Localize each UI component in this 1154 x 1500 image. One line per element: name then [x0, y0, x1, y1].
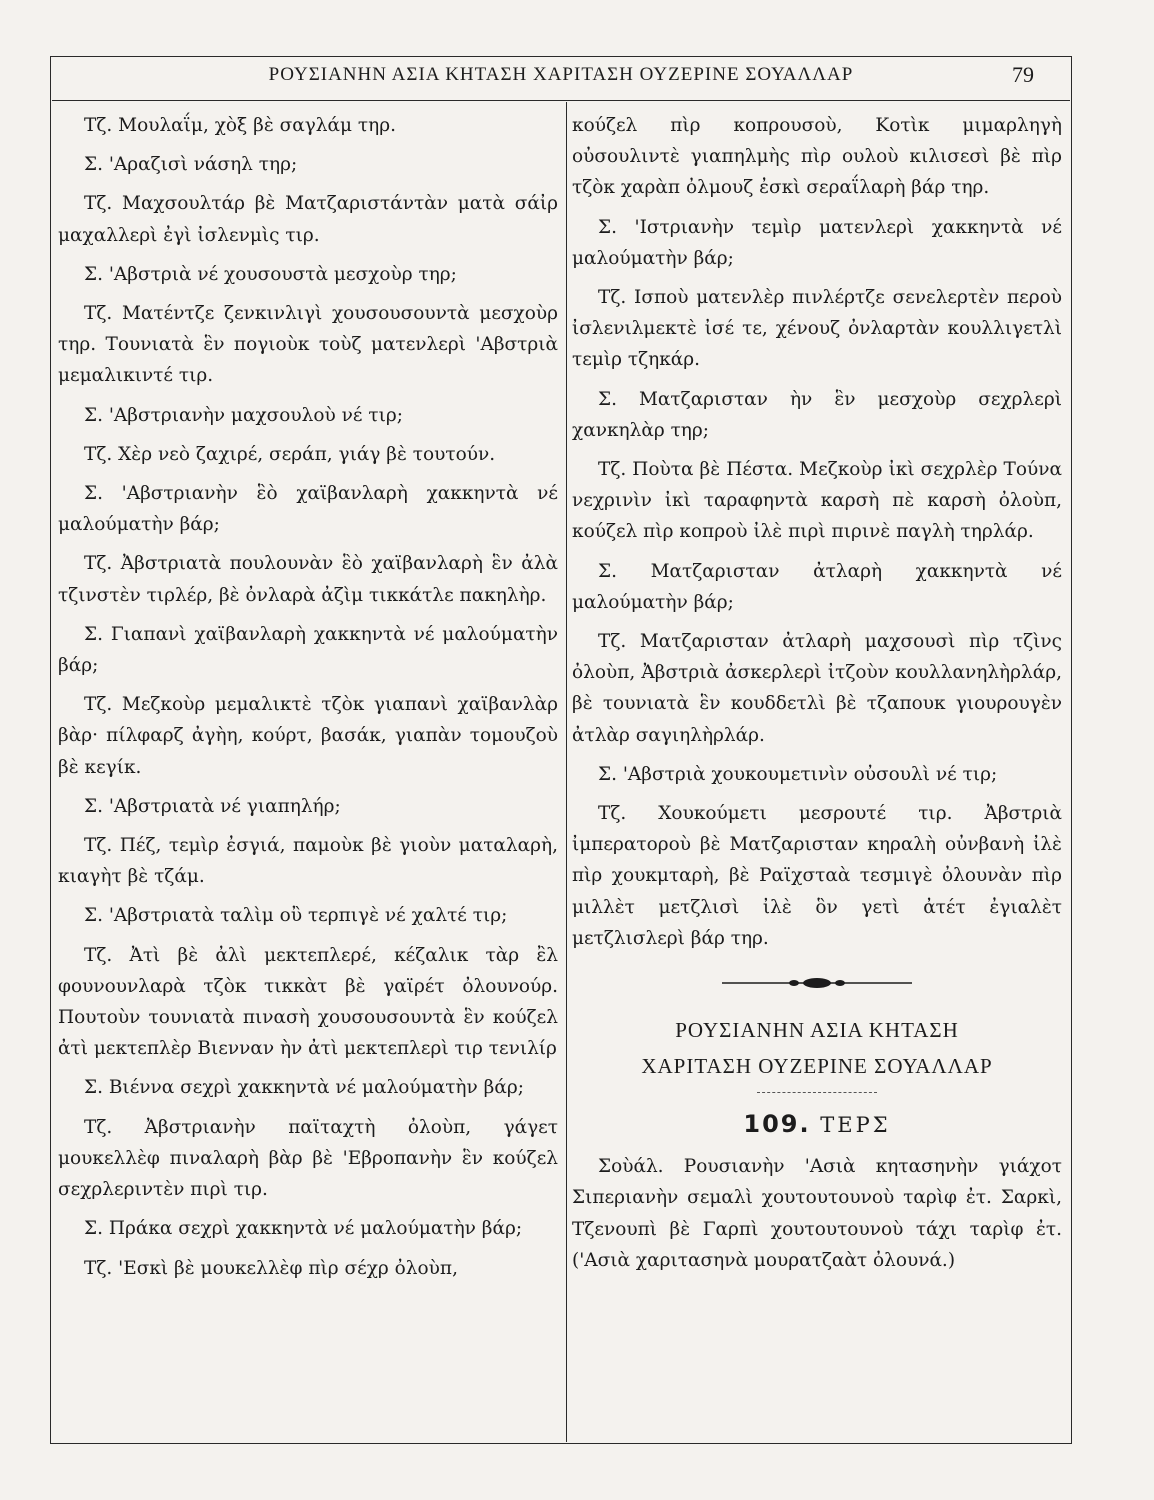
- paragraph: Σ. 'Ιστριανὴν τεμὶρ ματενλερὶ χακκηντὰ νέ μαλούματὴν βάρ;: [572, 216, 1062, 269]
- column-divider: [566, 102, 567, 1442]
- paragraph: Τζ. Μουλαΐμ, χὸξ βὲ σαγλάμ τηρ.: [84, 115, 397, 136]
- paragraph: Τζ. Ποὺτα βὲ Πέστα. Μεζκοὺρ ἰκὶ σεχρλὲρ Τούνα νεχρινὶν ἰκὶ ταραφηντὰ καρσὴ πὲ καρσὴ ὀλοὺπ, κούζελ πὶρ κοπροὺ ἰλὲ πιρὶ πιρινὲ παγλὴ τηρλάρ.: [572, 459, 1062, 543]
- right-column: [572, 110, 1062, 1284]
- paragraph: Τζ. Ἀβστριατὰ πουλουνὰν ἓὸ χαϊβανλαρὴ ἓν ἀλὰ τζινστὲν τιρλέρ, βὲ ὀνλαρὰ ἀζὶμ τικκάτλε πακηλὴρ.: [58, 553, 558, 606]
- paragraph: Σ. 'Αραζισὶ νάσηλ τηρ;: [84, 154, 298, 176]
- paragraph: Σ. Γιαπανὶ χαϊβανλαρὴ χακκηντὰ νέ μαλούματὴν βάρ;: [58, 623, 558, 677]
- paragraph: Τζ. Ματέντζε ζενκινλιγὶ χουσουσουντὰ μεσχοὺρ τηρ. Τουνιατὰ ἓν πογιοὺκ τοὺζ ματενλερὶ 'Αβστριὰ μεμαλικιντέ τιρ.: [58, 303, 558, 387]
- paragraph: Τζ. Χουκούμετι μεσρουτέ τιρ. Ἀβστριὰ ἰμπερατοροὺ βὲ Ματζαρισταν κηραλὴ οὐνβανὴ ἰλὲ πὶρ χουκμταρὴ, βὲ Ραϊχσταὰ τεσμιγὲ ὀλουνὰν πὶρ μιλλὲτ μετζλισὶ ἰλὲ ὃν γετὶ ἀτέτ ἐγιαλὲτ μετζλισλερὶ βάρ τηρ.: [572, 803, 1062, 949]
- paragraph: Τζ. 'Εσκὶ βὲ μουκελλὲφ πὶρ σέχρ ὀλοὺπ,: [84, 1257, 458, 1279]
- paragraph: Σ. 'Αβστριατὰ ταλὶμ οὒ τερπιγὲ νέ χαλτέ τιρ;: [84, 905, 508, 927]
- paragraph: Σ. 'Αβστριὰ νέ χουσουστὰ μεσχοὺρ τηρ;: [84, 263, 457, 285]
- paragraph: Τζ. Χὲρ νεὸ ζαχιρέ, σεράπ, γιάγ βὲ τουτούν.: [84, 443, 496, 465]
- paragraph: Σ. Πράκα σεχρὶ χακκηντὰ νέ μαλούματὴν βάρ;: [84, 1218, 523, 1240]
- paragraph: Τζ. Ματζαρισταν ἀτλαρὴ μαχσουσὶ πὶρ τζὶνς ὀλοὺπ, Ἀβστριὰ ἀσκερλερὶ ἰτζοὺν κουλλανηλὴρλάρ, βὲ τουνιατὰ ἓν κουδδετλὶ βὲ τζαπουκ γιουρουγὲν ἀτλὰρ σαγιηλὴρλάρ.: [572, 631, 1062, 746]
- paragraph: Τζ. Πέζ, τεμὶρ ἐσγιά, παμοὺκ βὲ γιοὺν ματαλαρὴ, κιαγὴτ βὲ τζάμ.: [58, 835, 558, 888]
- page-number: 79: [1012, 62, 1034, 87]
- paragraph: Σ. Βιέννα σεχρὶ χακκηντὰ νέ μαλούματὴν βάρ;: [84, 1077, 524, 1099]
- paragraph: Σ. Ματζαρισταν ὴν ἓν μεσχοὺρ σεχρλερὶ χανκηλὰρ τηρ;: [572, 388, 1062, 441]
- header-rule: [52, 100, 1070, 101]
- running-title: ΡΟΥΣΙΑΝΗΝ ΑΣΙΑ ΚΗΤΑΣΗ ΧΑΡΙΤΑΣΗ ΟΥΖΕΡΙΝΕ ΣΟΥΑΛΛΑΡ: [268, 64, 854, 85]
- paragraph: Σ. Ματζαρισταν ἀτλαρὴ χακκηντὰ νέ μαλούματὴν βάρ;: [572, 560, 1062, 613]
- paragraph: Σ. 'Αβστριανὴν μαχσουλοὺ νέ τιρ;: [84, 404, 403, 426]
- paragraph: Τζ. Μαχσουλτάρ βὲ Ματζαριστάντὰν ματὰ σάἰρ μαχαλλερὶ ἐγὶ ἰσλενμὶς τιρ.: [58, 193, 558, 246]
- section-title-line1: ΡΟΥΣΙΑΝΗΝ ΑΣΙΑ ΚΗΤΑΣΗ: [675, 1018, 959, 1043]
- section-title-line2: ΧΑΡΙΤΑΣΗ ΟΥΖΕΡΙΝΕ ΣΟΥΑΛΛΑΡ: [641, 1054, 993, 1079]
- ornament-divider-icon: [722, 976, 912, 990]
- left-column: [58, 110, 558, 1292]
- lesson-heading: [572, 1109, 1062, 1141]
- paragraph: Σ. 'Αβστριανὴν ἓὸ χαϊβανλαρὴ χακκηντὰ νέ μαλούματὴν βάρ;: [58, 483, 558, 536]
- paragraph: κούζελ πὶρ κοπρουσοὺ, Κοτὶκ μιμαρληγὴ οὐσουλιντὲ γιαπηλμὴς πὶρ ουλοὺ κιλισεσὶ βὲ πὶρ τζὸκ χαρὰπ ὀλμουζ ἐσκὶ σεραΐλαρὴ βάρ τηρ.: [572, 115, 1062, 199]
- paragraph: Τζ. Μεζκοὺρ μεμαλικτὲ τζὸκ γιαπανὶ χαϊβανλὰρ βὰρ· πίλφαρζ ἀγὴη, κούρτ, βασάκ, γιαπὰν τομουζοὺ βὲ κεγίκ.: [58, 694, 558, 778]
- paragraph: Σ. 'Αβστριὰ χουκουμετινὶν οὐσουλὶ νέ τιρ;: [598, 763, 998, 785]
- paragraph: Τζ. Ἀβστριανὴν παϊταχτὴ ὀλοὺπ, γάγετ μουκελλὲφ πιναλαρὴ βὰρ βὲ 'Εβροπανὴν ἓν κούζελ σεχρλεριντὲν πιρὶ τιρ.: [58, 1116, 558, 1201]
- lesson-number: 109.: [743, 1110, 811, 1139]
- lesson-label: ΤΕΡΣ: [820, 1113, 891, 1138]
- paragraph: Τζ. Ισποὺ ματενλὲρ πινλέρτζε σενελερτὲν περοὺ ἰσλενιλμεκτὲ ἰσέ τε, χένουζ ὀνλαρτὰν κουλλιγετλὶ τεμὶρ τζηκάρ.: [572, 287, 1062, 371]
- paragraph: Τζ. Ἀτὶ βὲ ἀλὶ μεκτεπλερέ, κέζαλικ τὰρ ἒλ φουνουνλαρὰ τζὸκ τικκὰτ βὲ γαϊρέτ ὀλουνούρ. Πουτοὺν τουνιατὰ πινασὴ χουσουσουντὰ ἓν κούζελ ἀτὶ μεκτεπλὲρ Βιενναν ὴν ἀτὶ μεκτεπλερὶ τιρ τενιλίρ: [58, 944, 558, 1060]
- question-paragraph: Σοὺάλ. Ρουσιανὴν 'Ασιὰ κητασηνὴν γιάχοτ Σιπεριανὴν σεμαλὶ χουτουτουνοὺ ταρὶφ ἐτ. Σαρκὶ, Τζενουπὶ βὲ Γαρπὶ χουτουτουνοὺ τάχι ταρὶφ ἐτ. ('Ασιὰ χαριτασηνὰ μουρατζαὰτ ὀλουνά.): [572, 1156, 1062, 1271]
- small-rule: [757, 1092, 877, 1093]
- paragraph: Σ. 'Αβστριατὰ νέ γιαπηλήρ;: [84, 795, 341, 817]
- running-header: [50, 58, 1072, 96]
